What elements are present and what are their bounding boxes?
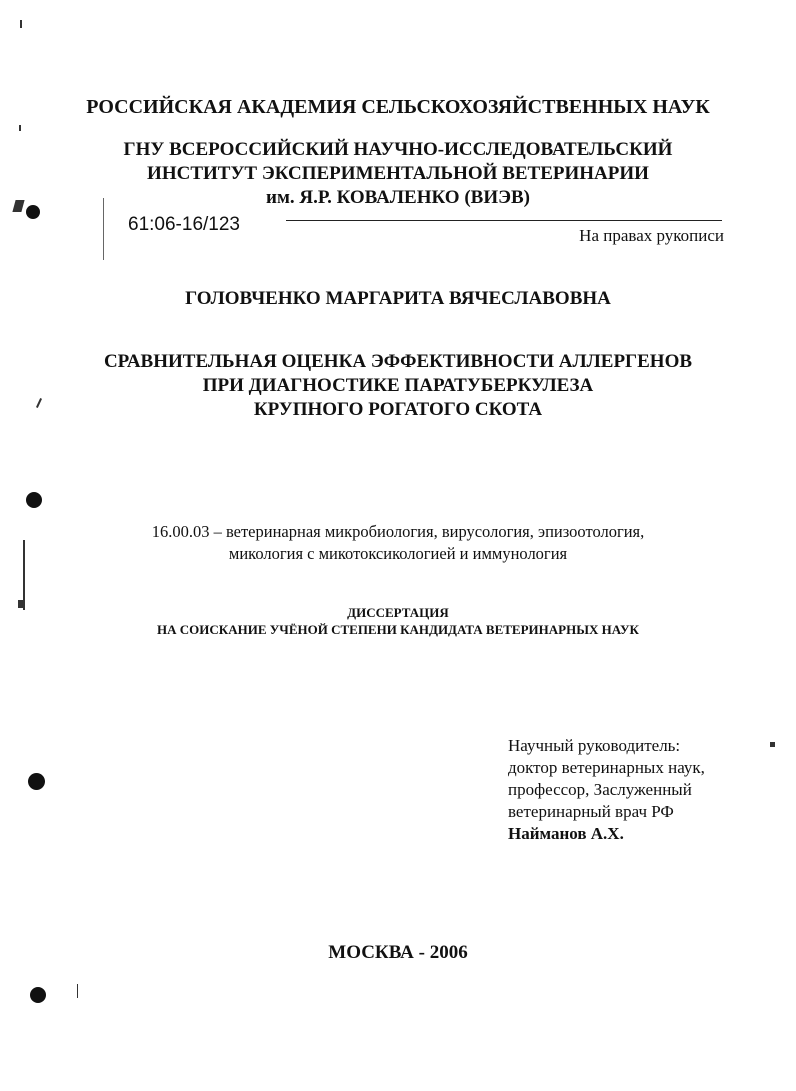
institute-line: ГНУ ВСЕРОССИЙСКИЙ НАУЧНО-ИССЛЕДОВАТЕЛЬСКИЙ [123,139,673,160]
scan-mark [19,125,21,131]
specialty [0,521,796,565]
institute-line: ИНСТИТУТ ЭКСПЕРИМЕНТАЛЬНОЙ ВЕТЕРИНАРИИ [147,163,649,184]
scan-mark [20,20,22,28]
supervisor-name: Найманов А.Х. [508,824,624,843]
catalog-code: 61:06-16/123 [128,214,240,235]
specialty-line: микология с микотоксикологией и иммунология [228,544,568,563]
binding-hole-3 [28,773,45,790]
city-year: МОСКВА - 2006 [328,942,468,963]
binding-hole-4 [30,987,46,1003]
signature-rule [286,220,722,221]
supervisor-line: доктор ветеринарных наук, [508,758,705,777]
author-name: ГОЛОВЧЕНКО МАРГАРИТА ВЯЧЕСЛАВОВНА [185,288,611,309]
rights-note: На правах рукописи [579,226,724,245]
scan-mark [770,742,775,747]
title-line: СРАВНИТЕЛЬНАЯ ОЦЕНКА ЭФФЕКТИВНОСТИ АЛЛЕРГЕНОВ [103,351,693,372]
dissertation-line: НА СОИСКАНИЕ УЧЁНОЙ СТЕПЕНИ КАНДИДАТА ВЕТЕРИНАРНЫХ НАУК [157,622,639,637]
binding-hole-2 [26,492,42,508]
dissertation-type [0,604,796,638]
institute-name [0,138,796,210]
supervisor-label: Научный руководитель: [508,736,681,755]
dissertation-title [0,350,796,422]
supervisor-line: профессор, Заслуженный [508,780,692,799]
institute-line: им. Я.Р. КОВАЛЕНКО (ВИЭВ) [266,187,530,208]
specialty-line: 16.00.03 – ветеринарная микробиология, вирусология, эпизоотология, [151,522,645,541]
supervisor-line: ветеринарный врач РФ [508,802,674,821]
academy-name: РОССИЙСКАЯ АКАДЕМИЯ СЕЛЬСКОХОЗЯЙСТВЕННЫХ НАУК [86,96,710,118]
title-line: ПРИ ДИАГНОСТИКЕ ПАРАТУБЕРКУЛЕЗА [202,375,594,396]
supervisor-block [508,735,705,845]
margin-line [103,198,104,260]
scan-mark [77,984,78,998]
dissertation-line: ДИССЕРТАЦИЯ [347,605,449,620]
title-line: КРУПНОГО РОГАТОГО СКОТА [253,399,543,420]
